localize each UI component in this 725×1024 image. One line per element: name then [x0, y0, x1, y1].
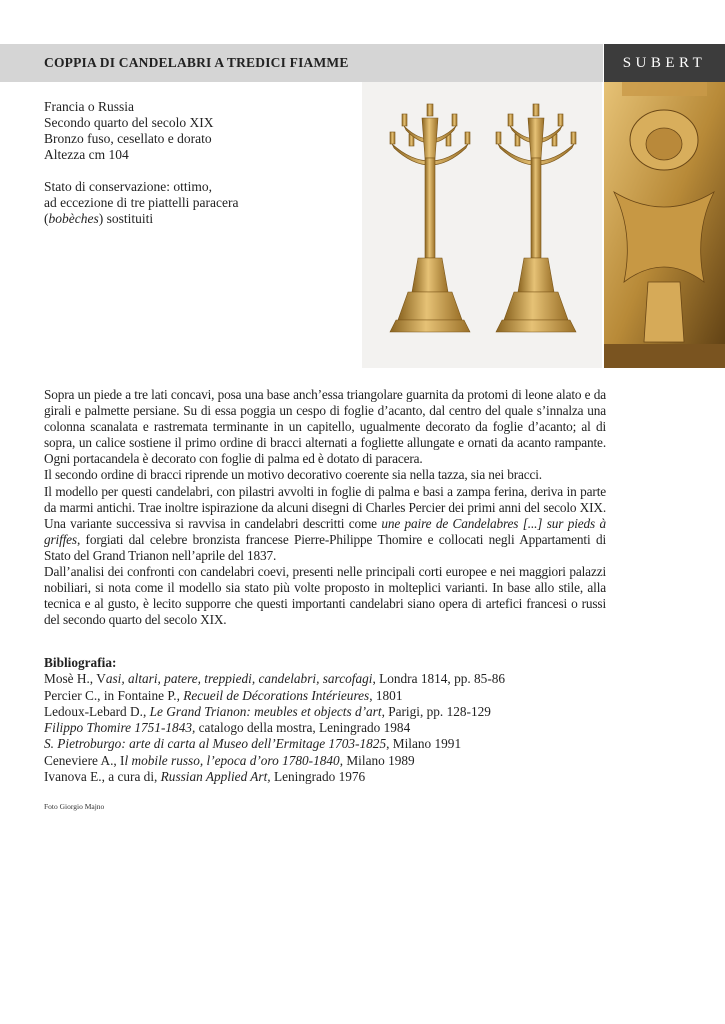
bibliography-entry: Ivanova E., a cura di, Russian Applied Art, Leningrado 1976 — [44, 769, 366, 785]
condition-note — [44, 179, 344, 227]
description-text — [44, 387, 606, 628]
title-bar — [0, 44, 603, 82]
spec-material: Bronzo fuso, cesellato e dorato — [44, 131, 212, 146]
candelabrum-right — [496, 104, 576, 332]
page-title: COPPIA DI CANDELABRI A TREDICI FIAMME — [44, 55, 349, 70]
condition-term: bobèches — [48, 211, 99, 226]
spec-origin: Francia o Russia — [44, 99, 134, 114]
condition-line-2: ad eccezione di tre piattelli paracera — [44, 195, 239, 210]
bibliography-entry: Filippo Thomire 1751-1843, catalogo della mostra, Leningrado 1984 — [44, 720, 411, 736]
bibliography-heading: Bibliografia: — [44, 655, 117, 670]
candelabra-pair-illustration — [362, 82, 602, 368]
description-paragraph-1: Sopra un piede a tre lati concavi, posa una base anch’essa triangolare guarnita da protomi di leone alato e da girali e palmette persiane. Su di essa poggia un cespo di foglie d’acanto, dal centro del quale s’innalza una colonna scanalata e rastremata terminante in un capitello, ugualmente decorato da foglie d’acanto; al di sopra, un calice sostiene il primo ordine di bracci alternati a fogliette allungate e ornati da acanto rampante. Ogni portacandela è decorato con foglie di palma ed è dotato di paracera. — [44, 387, 606, 467]
bibliography-entry: Percier C., in Fontaine P., Recueil de Décorations Intérieures, 1801 — [44, 687, 403, 703]
candelabrum-left — [390, 104, 470, 332]
bibliography — [44, 655, 644, 785]
bibliography-entry: Ceneviere A., Il mobile russo, l’epoca d’oro 1780-1840, Milano 1989 — [44, 752, 415, 768]
object-specs — [44, 99, 344, 163]
bibliography-entry: Mosè H., Vasi, altari, patere, treppiedi, candelabri, sarcofagi, Londra 1814, pp. 85-86 — [44, 671, 506, 687]
spec-height: Altezza cm 104 — [44, 147, 129, 162]
condition-rest: sostituiti — [103, 211, 154, 226]
p3-text-a: Il modello per questi candelabri, con pilastri avvolti in foglie di palma e basi a zampa ferina, deriva in parte da marmi antichi. Trae inoltre ispirazione da alcuni disegni di Charles Percier dei primi anni del secolo XIX. Una variante successiva si ravvisa in candelabri descritti come — [44, 483, 606, 531]
p3-text-b: , forgiati dal celebre bronzista francese Pierre-Philippe Thomire e collocati negli Appartamenti di Stato del Grand Trianon nell’aprile del 1837. — [44, 531, 606, 563]
brand-logo: SUBERT — [622, 54, 707, 71]
lion-detail-illustration — [604, 82, 725, 368]
brand-box — [604, 44, 725, 82]
photo-credit: Foto Giorgio Majno — [44, 802, 105, 811]
candelabra-pair-photo — [362, 82, 602, 368]
bibliography-entry: S. Pietroburgo: arte di carta al Museo dell’Ermitage 1703-1825, Milano 1991 — [44, 736, 462, 752]
description-paragraph-4: Dall’analisi dei confronti con candelabri coevi, presenti nelle principali corti europee e nei maggiori palazzi nobiliari, si nota come il modello sia stato più volte proposto in molteplici varianti. In base allo stile, alla tecnica e al gusto, è lecito supporre che questi importanti candelabri siano opera di artefici francesi o russi del secondo quarto del secolo XIX. — [44, 564, 606, 628]
bibliography-entry: Ledoux-Lebard D., Le Grand Trianon: meubles et objects d’art, Parigi, pp. 128-129 — [44, 703, 491, 719]
condition-line-1: Stato di conservazione: ottimo, — [44, 179, 212, 194]
description-paragraph-3 — [44, 484, 606, 564]
p3-italic: une paire de Candelabres [...] sur pieds à griffes — [44, 515, 606, 547]
condition-line-3: (bobèches) sostituiti — [44, 211, 154, 226]
description-paragraph-2: Il secondo ordine di bracci riprende un motivo decorativo coerente sia nella tazza, sia nei bracci. — [44, 467, 542, 483]
lion-detail-photo — [604, 82, 725, 368]
spec-period: Secondo quarto del secolo XIX — [44, 115, 214, 130]
